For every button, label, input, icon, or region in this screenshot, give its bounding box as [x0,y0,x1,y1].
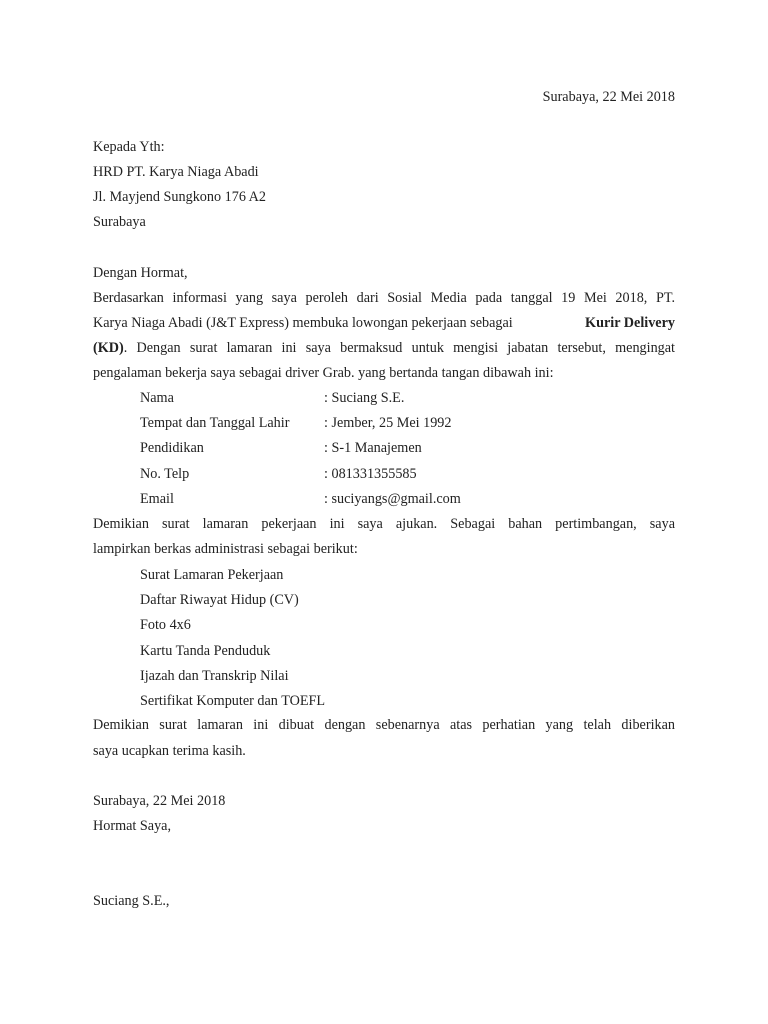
attachment-item: Daftar Riwayat Hidup (CV) [140,592,299,608]
signatory-name: Suciang S.E., [93,893,170,909]
greeting: Dengan Hormat, [93,265,188,281]
intro-line-1: Berdasarkan informasi yang saya peroleh dari Sosial Media pada tanggal 19 Mei 2018, PT. [93,290,675,306]
applicant-field-label: Nama [140,390,174,406]
letter-page [93,0,675,1024]
recipient-salutation: Kepada Yth: [93,139,165,155]
closing-line-1: Demikian surat lamaran ini dibuat dengan sebenarnya atas perhatian yang telah diberikan [93,717,675,733]
intro-line-2 [93,314,675,332]
intro-line-4: pengalaman bekerja saya sebagai driver Grab. yang bertanda tangan dibawah ini: [93,365,554,381]
signoff-date: Surabaya, 22 Mei 2018 [93,793,226,809]
applicant-field-value: : Jember, 25 Mei 1992 [324,415,452,431]
attachments-intro-line-2: lampirkan berkas administrasi sebagai berikut: [93,541,358,557]
closing-line-2: saya ucapkan terima kasih. [93,743,246,759]
applicant-field-label: Pendidikan [140,440,204,456]
job-title: Kurir Delivery [585,315,675,331]
recipient-address: Jl. Mayjend Sungkono 176 A2 [93,189,267,205]
applicant-field-value: : S-1 Manajemen [324,440,422,456]
attachment-item: Sertifikat Komputer dan TOEFL [140,693,326,709]
applicant-field-label: Email [140,491,174,507]
attachments-intro-line-1: Demikian surat lamaran pekerjaan ini saya ajukan. Sebagai bahan pertimbangan, saya [93,516,675,532]
applicant-field-value: : 081331355585 [324,466,417,482]
intro-line-2-text: Karya Niaga Abadi (J&T Express) membuka lowongan pekerjaan sebagai [93,315,513,331]
intro-line-3 [93,339,675,357]
recipient-city: Surabaya [93,214,146,230]
signoff-regards: Hormat Saya, [93,818,172,834]
applicant-field-value: : suciyangs@gmail.com [324,491,461,507]
job-code: (KD) [93,340,124,356]
attachment-item: Kartu Tanda Penduduk [140,643,271,659]
attachment-item: Ijazah dan Transkrip Nilai [140,668,289,684]
attachment-item: Foto 4x6 [140,617,191,633]
applicant-field-label: Tempat dan Tanggal Lahir [140,415,290,431]
intro-line-3-text: . Dengan surat lamaran ini saya bermaksud untuk mengisi jabatan tersebut, mengingat [123,340,675,356]
applicant-field-value: : Suciang S.E. [324,390,405,406]
attachment-item: Surat Lamaran Pekerjaan [140,567,284,583]
letter-date: Surabaya, 22 Mei 2018 [542,89,675,105]
applicant-field-label: No. Telp [140,466,190,482]
recipient-name: HRD PT. Karya Niaga Abadi [93,164,259,180]
